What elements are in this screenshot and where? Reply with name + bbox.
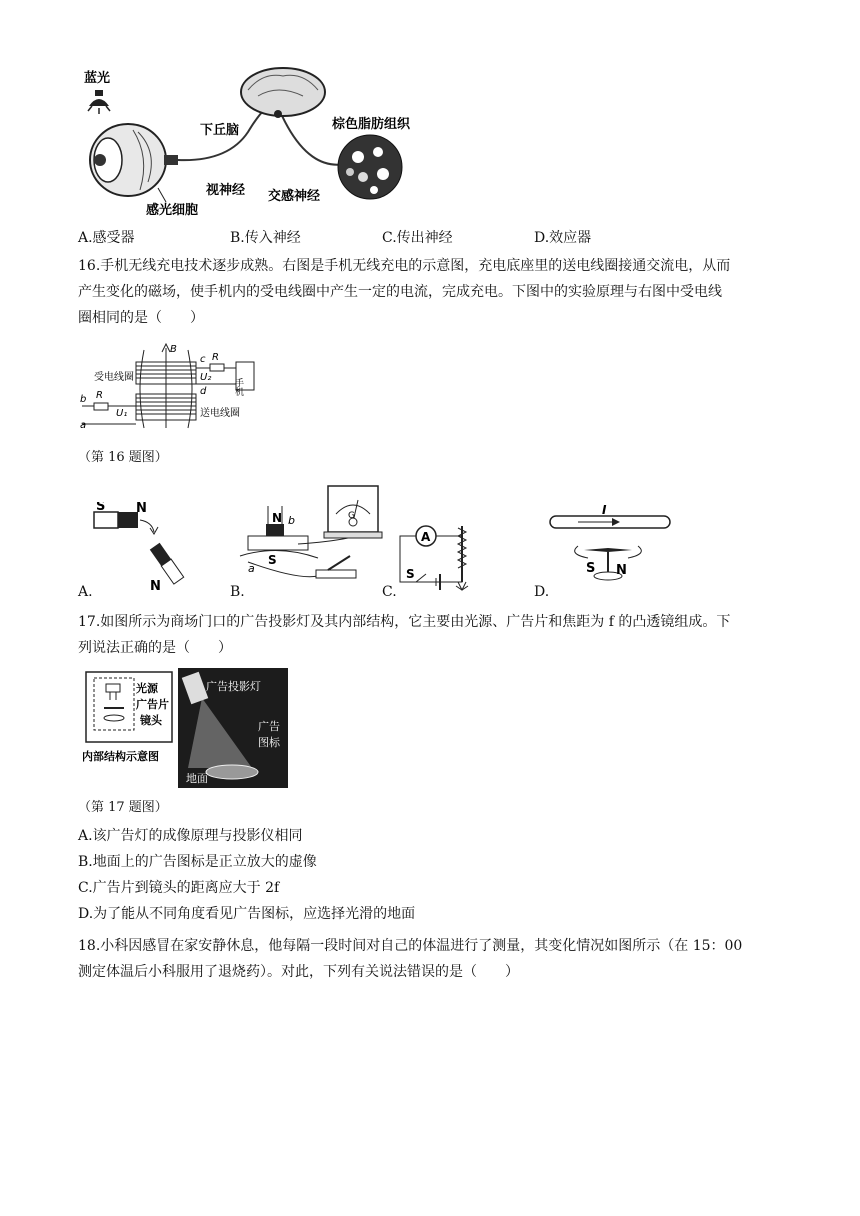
q15-option-a[interactable]: A.感受器	[78, 230, 135, 246]
q16-option-a[interactable]: A.	[78, 584, 93, 600]
fig17-label-ad-film: 广告片	[136, 698, 169, 711]
option-a-label-s: S	[96, 502, 106, 514]
q16-option-d[interactable]: D.	[534, 584, 550, 600]
figure-q17	[82, 668, 292, 790]
q17-option-b[interactable]: B.地面上的广告图标是正立放大的虚像	[78, 854, 317, 870]
option-b-label-a: a	[248, 562, 255, 575]
label-sympathetic: 交感神经	[268, 189, 321, 204]
option-a-label-n2: N	[150, 579, 161, 592]
fig16-label-b-field: B	[170, 344, 177, 355]
fig16-label-r-bottom: R	[96, 390, 103, 401]
q16-option-b[interactable]: B.	[230, 584, 245, 600]
option-c-electromagnet-diagram	[396, 522, 486, 592]
label-optic-nerve: 视神经	[206, 183, 246, 198]
q16-line-1: 16.手机无线充电技术逐步成熟。右图是手机无线充电的示意图，充电底座里的送电线圈接通交流电，从而	[78, 258, 731, 274]
wireless-charging-diagram	[78, 340, 268, 430]
fig17-label-ad: 广告	[258, 720, 280, 733]
q17-option-c[interactable]: C.广告片到镜头的距离应大于 2f	[78, 880, 280, 896]
q16-option-c[interactable]: C.	[382, 584, 397, 600]
fig17-label-lens: 镜头	[140, 714, 162, 727]
fig16-label-r-top: R	[212, 352, 219, 363]
option-b-label-g: G	[348, 511, 355, 521]
fig16-label-d: d	[200, 386, 207, 397]
label-blue-light: 蓝光	[84, 71, 111, 86]
q17-caption: （第 17 题图）	[78, 800, 168, 815]
fig17-label-internal: 内部结构示意图	[82, 750, 159, 763]
q15-option-b[interactable]: B.传入神经	[230, 230, 301, 246]
option-b-label-n: N	[272, 511, 283, 525]
option-d-label-i: I	[602, 503, 607, 517]
option-c-label-s: S	[406, 567, 415, 581]
option-d-compass-diagram	[548, 502, 678, 592]
brown-fat-icon	[338, 135, 402, 199]
q16-option-figures	[78, 482, 698, 602]
eye-brain-diagram	[78, 62, 438, 222]
projector-diagram	[82, 668, 292, 790]
option-a-label-n1: N	[136, 502, 147, 516]
q17-line-2: 列说法正确的是（ ）	[78, 640, 232, 656]
option-d-label-n: N	[616, 563, 627, 578]
q17-option-d[interactable]: D.为了能从不同角度看见广告图标，应选择光滑的地面	[78, 906, 416, 922]
fig16-label-receive-coil: 受电线圈	[94, 372, 134, 383]
option-c-label-a: A	[421, 530, 431, 544]
q15-option-d[interactable]: D.效应器	[534, 230, 592, 246]
option-b-galvanometer-diagram	[238, 484, 388, 594]
q18-line-2: 测定体温后小科服用了退烧药）。对此，下列有关说法错误的是（ ）	[78, 964, 519, 980]
fig16-label-phone: 手机	[233, 378, 243, 396]
fig16-label-u1: U₁	[116, 408, 128, 419]
q16-line-2: 产生变化的磁场，使手机内的受电线圈中产生一定的电流，完成充电。下图中的实验原理与右图中受电线	[78, 284, 722, 300]
q17-line-1: 17.如图所示为商场门口的广告投影灯及其内部结构，它主要由光源、广告片和焦距为 f 的凸透镜组成。下	[78, 614, 731, 630]
label-photoreceptor: 感光细胞	[146, 203, 199, 218]
label-brown-fat: 棕色脂肪组织	[332, 117, 411, 132]
fig17-label-icon: 图标	[258, 736, 280, 749]
label-hypothalamus: 下丘脑	[200, 123, 240, 138]
q17-option-a[interactable]: A.该广告灯的成像原理与投影仪相同	[78, 828, 303, 844]
q15-options	[78, 228, 778, 248]
fig16-label-c: c	[200, 354, 206, 365]
option-b-label-b: b	[288, 514, 295, 527]
option-d-label-s: S	[586, 561, 596, 576]
fig16-label-b: b	[80, 394, 87, 405]
eye-icon	[90, 124, 178, 196]
brain-icon	[241, 68, 325, 118]
fig17-label-light-source: 光源	[136, 682, 158, 695]
lamp-icon	[88, 90, 110, 114]
fig17-label-ground: 地面	[186, 772, 208, 785]
fig16-label-a: a	[80, 420, 87, 430]
q15-option-c[interactable]: C.传出神经	[382, 230, 453, 246]
figure-q15	[78, 62, 438, 222]
fig17-label-projector: 广告投影灯	[206, 680, 261, 693]
option-b-label-s: S	[268, 553, 277, 567]
q16-line-3: 圈相同的是（ ）	[78, 310, 204, 326]
fig16-label-u2: U₂	[200, 372, 212, 383]
option-a-magnet-diagram	[92, 502, 192, 592]
fig16-label-send-coil: 送电线圈	[200, 408, 240, 419]
q18-line-1: 18.小科因感冒在家安静休息，他每隔一段时间对自己的体温进行了测量，其变化情况如图所示（在 15：00	[78, 938, 743, 954]
figure-q16	[78, 340, 268, 430]
q16-caption: （第 16 题图）	[78, 450, 168, 465]
